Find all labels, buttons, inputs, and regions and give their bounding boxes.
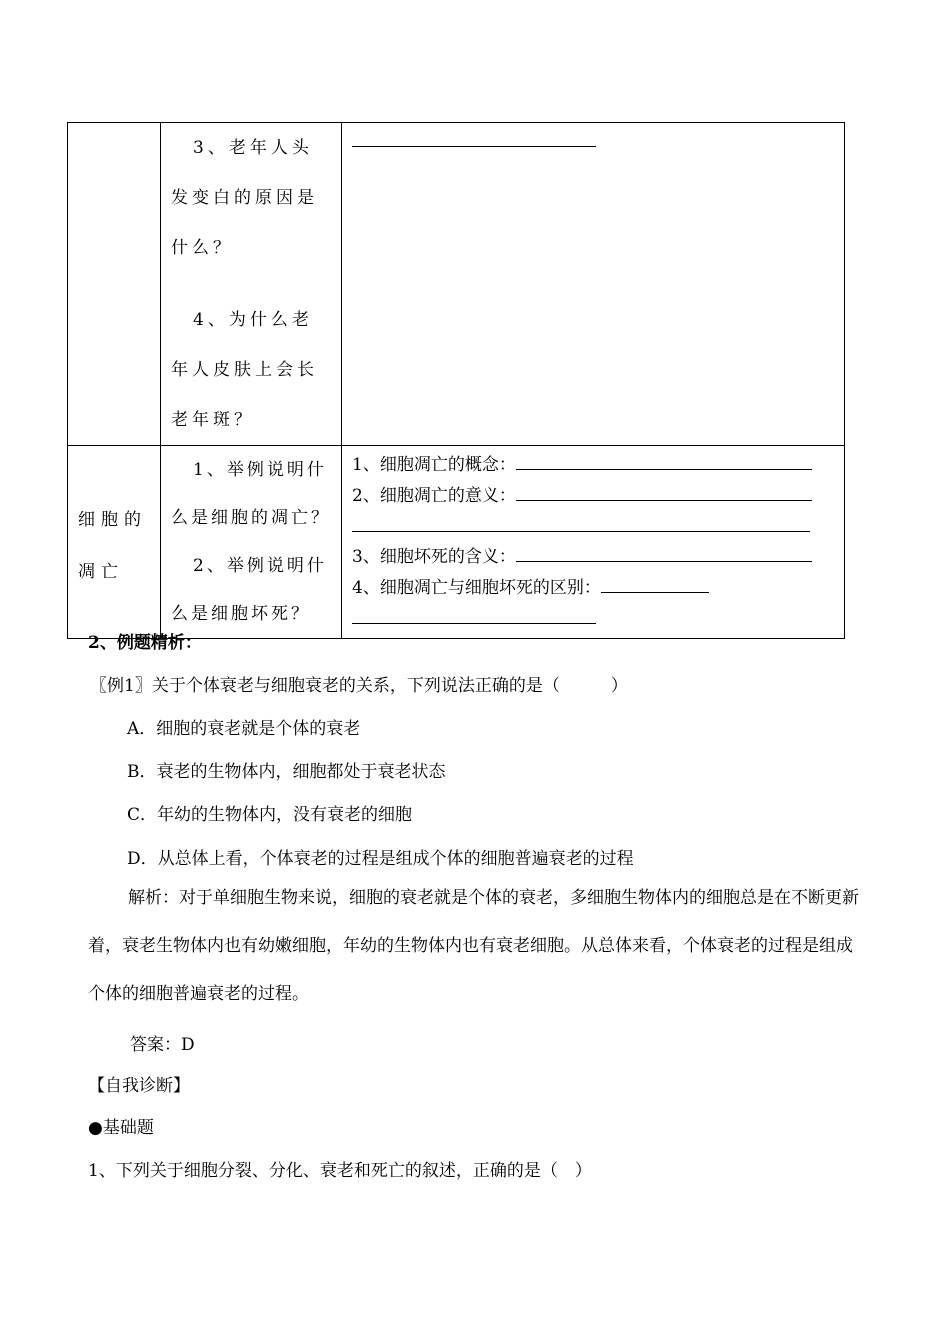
example-heading: 2、例题精析： bbox=[88, 633, 202, 653]
question-text: 1、下列关于细胞分裂、分化、衰老和死亡的叙述，正确的是（ ） bbox=[88, 1161, 592, 1181]
option-c: C．年幼的生物体内，没有衰老的细胞 bbox=[127, 805, 413, 825]
analysis-paragraph: 解析：对于单细胞生物来说，细胞的衰老就是个体的衰老，多细胞生物体内的细胞总是在不断更新着，衰老生物体内也有幼嫩细胞，年幼的生物体内也有衰老细胞。从总体来看，个体衰老的过程是组成个体的细胞普遍衰老的过程。 bbox=[88, 888, 859, 1004]
study-table bbox=[67, 122, 845, 639]
answer-label-1: 1、细胞凋亡的概念： bbox=[352, 455, 516, 475]
self-check-heading: 【自我诊断】 bbox=[88, 1076, 190, 1096]
answer-cell bbox=[342, 123, 845, 446]
answer-cell bbox=[342, 446, 845, 639]
option-a: A．细胞的衰老就是个体的衰老 bbox=[127, 719, 361, 739]
question-3: 3、老年人头发变白的原因是什么？ bbox=[171, 138, 318, 258]
answer-label-3: 3、细胞坏死的含义： bbox=[352, 547, 516, 567]
empty-label-cell bbox=[68, 123, 161, 446]
section-label: 细胞的凋亡 bbox=[78, 510, 147, 582]
answer-text: 答案：D bbox=[130, 1035, 195, 1055]
question-2: 2、举例说明什么是细胞坏死？ bbox=[171, 556, 327, 624]
answer-blank bbox=[352, 605, 596, 624]
question-cell bbox=[161, 123, 342, 446]
answer-blank bbox=[601, 574, 709, 593]
question-cell bbox=[161, 446, 342, 639]
answer-blank bbox=[352, 513, 810, 532]
answer-blank bbox=[516, 451, 812, 470]
section-label-cell bbox=[68, 446, 161, 639]
example-question: 〖例1〗关于个体衰老与细胞衰老的关系，下列说法正确的是（ ） bbox=[90, 676, 628, 696]
option-d: D．从总体上看，个体衰老的过程是组成个体的细胞普遍衰老的过程 bbox=[127, 849, 634, 869]
answer-label-4: 4、细胞凋亡与细胞坏死的区别： bbox=[352, 578, 601, 598]
table-row bbox=[68, 446, 845, 639]
question-1: 1、举例说明什么是细胞的凋亡？ bbox=[171, 460, 331, 528]
question-4: 4、为什么老年人皮肤上会长老年斑？ bbox=[171, 310, 318, 430]
answer-blank bbox=[352, 128, 596, 147]
answer-blank bbox=[516, 482, 812, 501]
option-b: B．衰老的生物体内，细胞都处于衰老状态 bbox=[127, 762, 446, 782]
answer-label-2: 2、细胞凋亡的意义： bbox=[352, 486, 516, 506]
table-row bbox=[68, 123, 845, 446]
answer-blank bbox=[516, 543, 812, 562]
basic-heading: ●基础题 bbox=[88, 1118, 154, 1138]
